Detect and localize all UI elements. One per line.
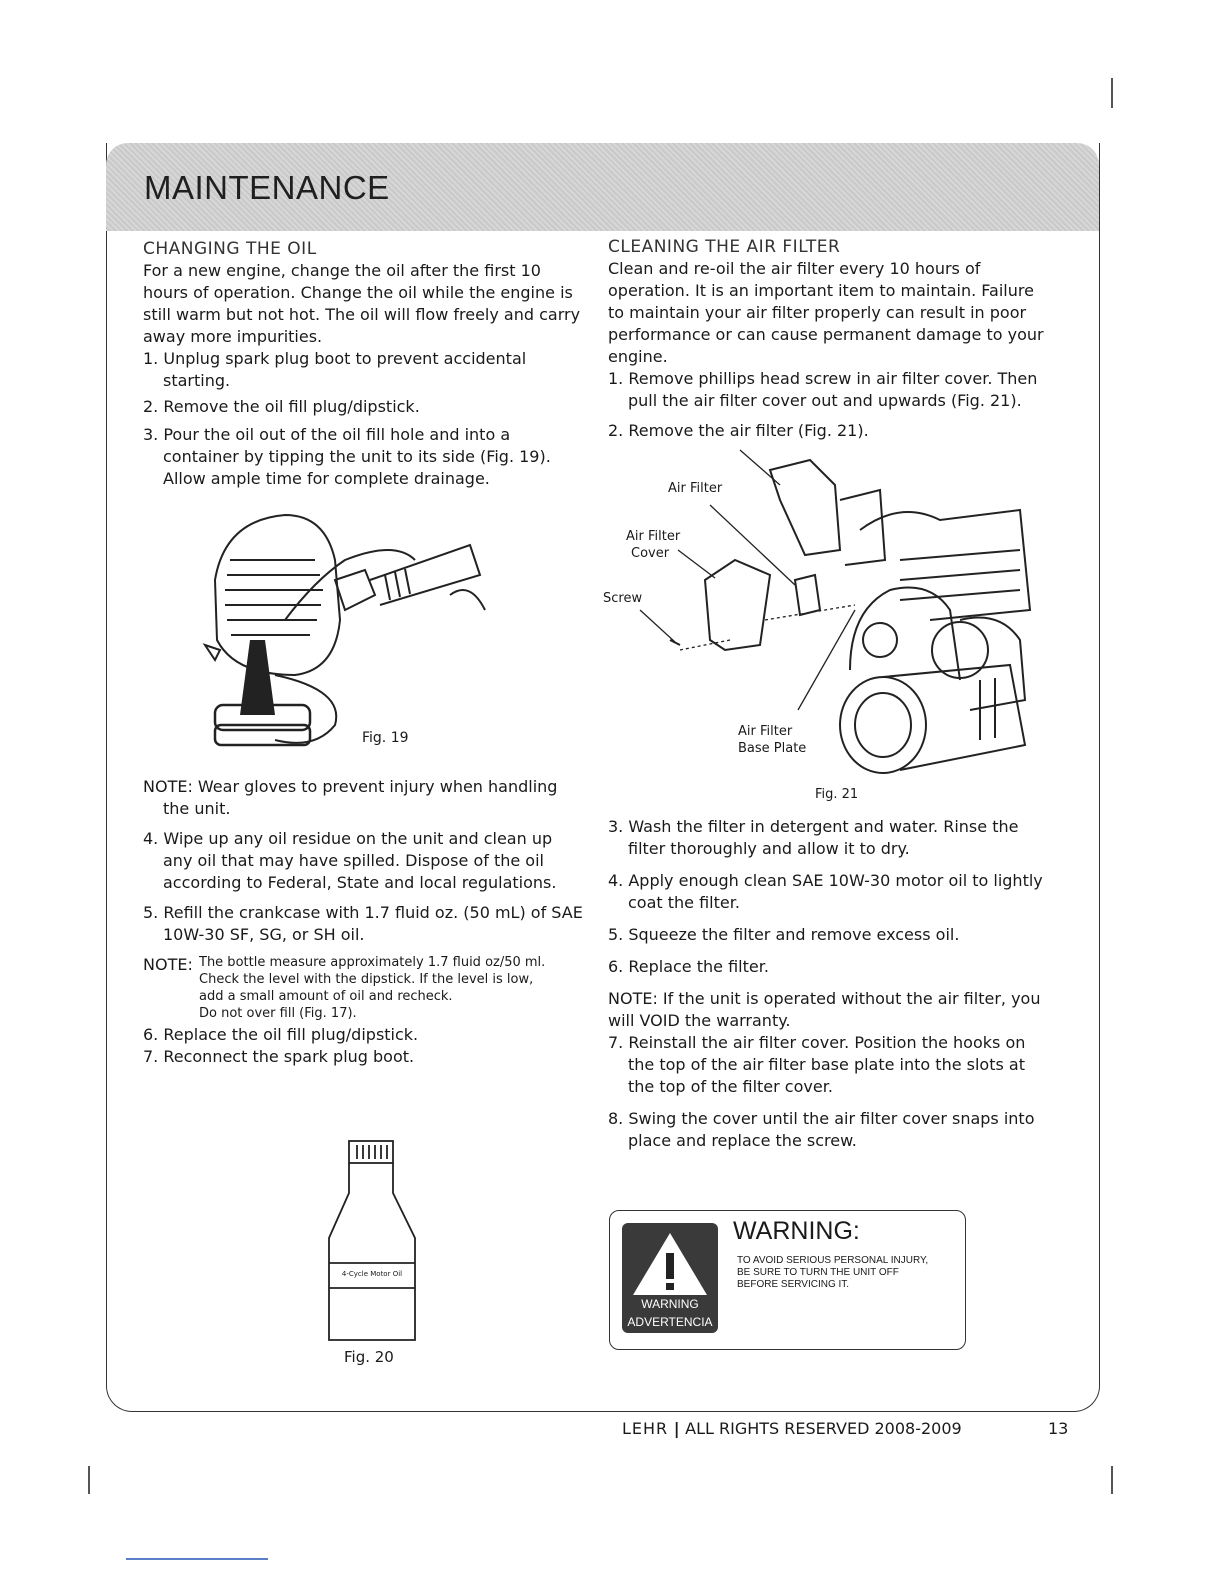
fig21-label: Fig. 21	[815, 787, 859, 802]
oil-step-3: 3. Pour the oil out of the oil fill hole and into a container by tipping the unit to its side (Fig. 19). Allow ample time for complete drainage.	[143, 425, 551, 488]
air-filter-intro: Clean and re-oil the air filter every 10 hours of operation. It is an important item to maintain. Failure to maintain your air filter properly can result in poor performance or can cause permanent damage to your engine.	[608, 259, 1044, 366]
section-heading-air-filter: CLEANING THE AIR FILTER	[608, 237, 841, 257]
air-step-2: 2. Remove the air filter (Fig. 21).	[608, 421, 869, 440]
page-number: 13	[1048, 1419, 1069, 1438]
air-step-6: 6. Replace the filter.	[608, 957, 769, 976]
warning-box	[609, 1210, 966, 1350]
left-column-bottom	[143, 776, 583, 1068]
footer-rights: ALL RIGHTS RESERVED 2008-2009	[685, 1419, 962, 1438]
callout-cover-line1: Air Filter	[626, 529, 681, 544]
note-label: NOTE:	[143, 955, 193, 974]
oil-step-5: 5. Refill the crankcase with 1.7 fluid oz. (50 mL) of SAE 10W-30 SF, SG, or SH oil.	[143, 903, 583, 944]
crop-mark-top-right	[1111, 78, 1113, 108]
oil-note-measure	[143, 954, 583, 1022]
bottle-label: 4-Cycle Motor Oil	[341, 1270, 403, 1278]
callout-base-plate-line2: Base Plate	[738, 741, 807, 756]
callout-air-filter: Air Filter	[668, 481, 723, 496]
air-step-4: 4. Apply enough clean SAE 10W-30 motor oil to lightly coat the filter.	[608, 871, 1043, 912]
note-line-3: add a small amount of oil and recheck.	[199, 989, 453, 1004]
air-step-8: 8. Swing the cover until the air filter cover snaps into place and replace the screw.	[608, 1109, 1035, 1150]
note-line-2: Check the level with the dipstick. If the level is low,	[199, 972, 534, 987]
air-step-5: 5. Squeeze the filter and remove excess oil.	[608, 925, 960, 944]
fig19-illustration	[195, 500, 505, 770]
oil-step-1: 1. Unplug spark plug boot to prevent accidental starting.	[143, 349, 527, 390]
callout-base-plate-line1: Air Filter	[738, 724, 793, 739]
oil-note-gloves: NOTE: Wear gloves to prevent injury when handling the unit.	[143, 777, 558, 818]
footer-brand: LEHR	[622, 1419, 669, 1438]
air-step-3: 3. Wash the filter in detergent and water. Rinse the filter thoroughly and allow it to dry.	[608, 817, 1019, 858]
footer-separator: |	[668, 1419, 686, 1438]
air-step-1: 1. Remove phillips head screw in air filter cover. Then pull the air filter cover out and upwards (Fig. 21).	[608, 369, 1038, 410]
oil-step-2: 2. Remove the oil fill plug/dipstick.	[143, 397, 420, 416]
section-heading-oil: CHANGING THE OIL	[143, 239, 317, 259]
warning-line-1: TO AVOID SERIOUS PERSONAL INJURY,	[737, 1255, 929, 1266]
oil-intro: For a new engine, change the oil after the first 10 hours of operation. Change the oil while the engine is still warm but not hot. The oil will flow freely and carry away more impurities.	[143, 261, 581, 346]
warning-line-3: BEFORE SERVICING IT.	[737, 1279, 850, 1290]
callout-screw: Screw	[603, 591, 643, 606]
warning-icon-label-1: WARNING	[641, 1297, 699, 1311]
callout-cover-line2: Cover	[631, 546, 670, 561]
warning-icon-label-2: ADVERTENCIA	[627, 1315, 713, 1329]
page-title: MAINTENANCE	[144, 169, 390, 206]
left-column-top	[143, 238, 583, 490]
oil-step-4: 4. Wipe up any oil residue on the unit and clean up any oil that may have spilled. Dispose of the oil according to Federal, State and local regulations.	[143, 829, 557, 892]
fig20-label: Fig. 20	[344, 1348, 394, 1366]
crop-mark-bottom-left	[88, 1466, 90, 1494]
right-column-top	[608, 236, 1048, 442]
warning-text	[737, 1255, 928, 1291]
fig19-label: Fig. 19	[362, 730, 409, 746]
oil-step-7: 7. Reconnect the spark plug boot.	[143, 1047, 415, 1066]
warning-line-2: BE SURE TO TURN THE UNIT OFF	[737, 1267, 899, 1278]
fig20-oil-bottle	[325, 1138, 420, 1343]
oil-step-6: 6. Replace the oil fill plug/dipstick.	[143, 1025, 419, 1044]
footer	[622, 1419, 962, 1438]
note-line-1: The bottle measure approximately 1.7 fluid oz/50 ml.	[199, 955, 546, 970]
warning-icon	[622, 1223, 718, 1333]
scan-underline	[126, 1558, 268, 1560]
crop-mark-bottom-right	[1111, 1466, 1113, 1494]
air-note-warranty: NOTE: If the unit is operated without the air filter, you will VOID the warranty.	[608, 989, 1041, 1030]
right-column-bottom	[608, 816, 1048, 1152]
warning-title: WARNING:	[733, 1217, 860, 1245]
header-bar	[106, 143, 1099, 231]
note-line-4: Do not over fill (Fig. 17).	[199, 1006, 357, 1021]
air-step-7: 7. Reinstall the air filter cover. Position the hooks on the top of the air filter base plate into the slots at the top of the filter cover.	[608, 1033, 1026, 1096]
